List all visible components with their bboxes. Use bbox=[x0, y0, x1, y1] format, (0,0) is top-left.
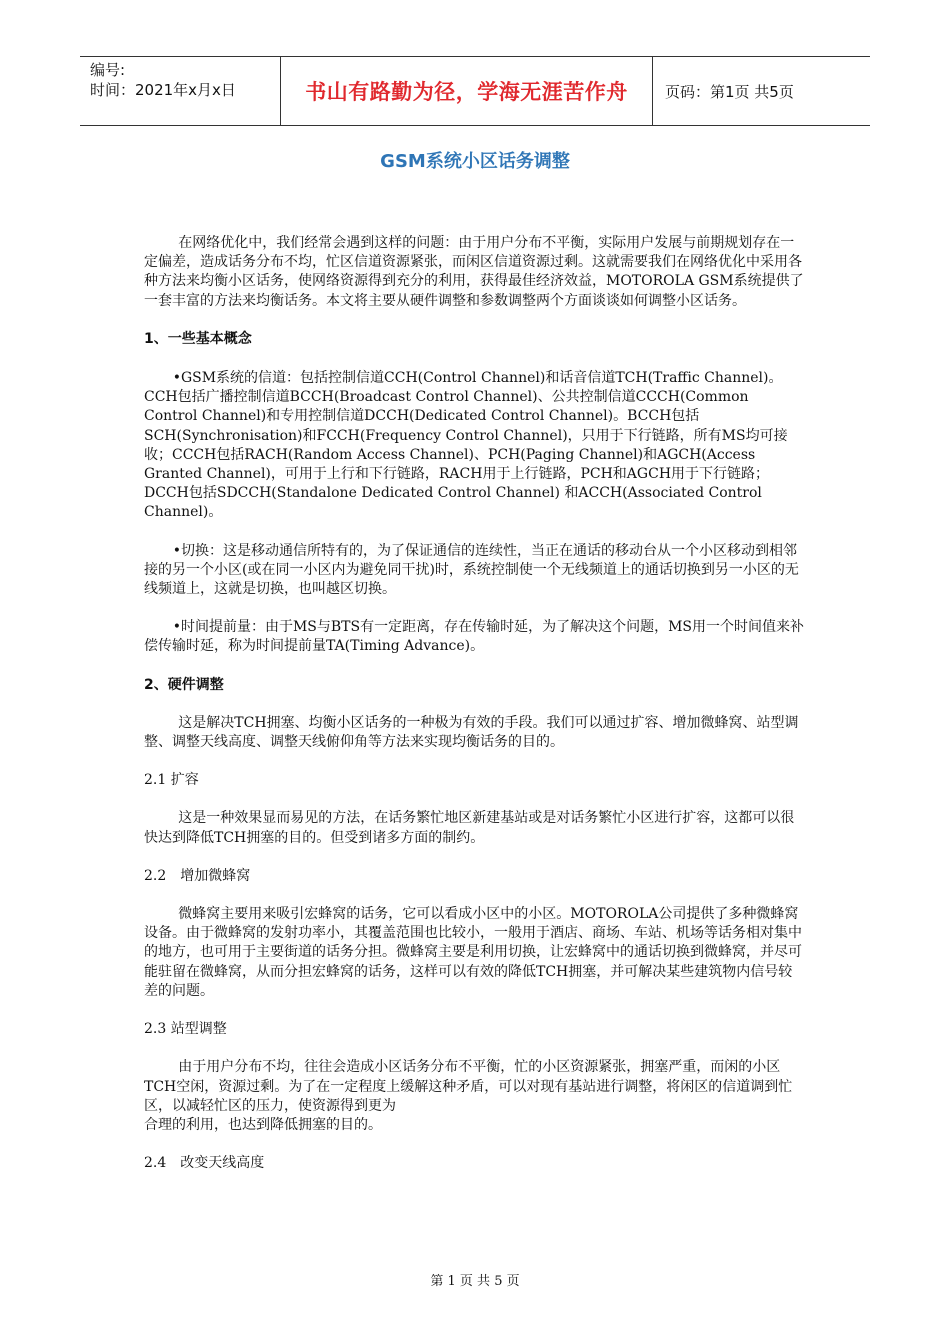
bullet-channels: •GSM系统的信道：包括控制信道CCH(Control Channel)和话音信道TCH(Traffic Channel)。CCH包括广播控制信道BCCH(Broadcast Control Channel)、公共控制信道CCCH(Common Control Channel)和专用控制信道DCCH(Dedicated Control Channel)。BCCH包括SCH(Synchronisation)和FCCH(Frequency Control Channel)，只用于下行链路，所有MS均可接收；CCCH包括RACH(Random Access Channel)、PCH(Paging Channel)和AGCH(Access Granted Channel)，可用于上行和下行链路，RACH用于上行链路，PCH和AGCH用于下行链路；DCCH包括SDCCH(Standalone Dedicated Control Channel) 和ACCH(Associated Control Channel)。 bbox=[144, 370, 788, 521]
document-body bbox=[144, 234, 804, 1173]
section-2-3-heading: 2.3 站型调整 bbox=[144, 1021, 227, 1038]
document-number-label: 编号: bbox=[90, 61, 126, 79]
section-1-heading: 1、一些基本概念 bbox=[144, 330, 252, 347]
section-2-3-paragraph-continued: 合理的利用，也达到降低拥塞的目的。 bbox=[144, 1116, 382, 1133]
header-page-info: 页码：第1页 共5页 bbox=[665, 82, 794, 101]
section-2-2-heading: 2.2 增加微蜂窝 bbox=[144, 867, 251, 884]
document-title: GSM系统小区话务调整 bbox=[380, 151, 570, 172]
page-footer: 第 1 页 共 5 页 bbox=[430, 1274, 520, 1289]
bullet-timing-advance: •时间提前量：由于MS与BTS有一定距离，存在传输时延，为了解决这个问题，MS用一个时间值来补偿传输时延，称为时间提前量TA(Timing Advance)。 bbox=[144, 619, 805, 655]
header-meta bbox=[80, 57, 281, 125]
section-2-2-paragraph: 微蜂窝主要用来吸引宏蜂窝的话务，它可以看成小区中的小区。MOTOROLA公司提供了多种微蜂窝设备。由于微蜂窝的发射功率小，其覆盖范围也比较小，一般用于酒店、商场、车站、机场等话务相对集中的地方，也可用于主要街道的话务分担。微蜂窝主要是利用切换，让宏蜂窝中的通话切换到微蜂窝，并尽可能驻留在微蜂窝，从而分担宏蜂窝的话务，这样可以有效的降低TCH拥塞，并可解决某些建筑物内信号较差的问题。 bbox=[144, 906, 802, 999]
section-2-4-heading: 2.4 改变天线高度 bbox=[144, 1155, 265, 1172]
page-header bbox=[80, 56, 870, 126]
section-2-heading: 2、硬件调整 bbox=[144, 676, 224, 693]
bullet-handover: •切换：这是移动通信所特有的，为了保证通信的连续性，当正在通话的移动台从一个小区移动到相邻接的另一个小区(或在同一小区内为避免同干扰)时，系统控制使一个无线频道上的通话切换到另一小区的无线频道上，这就是切换，也叫越区切换。 bbox=[144, 542, 799, 598]
document-date-label: 时间：2021年x月x日 bbox=[90, 81, 236, 99]
section-2-paragraph: 这是解决TCH拥塞、均衡小区话务的一种极为有效的手段。我们可以通过扩容、增加微蜂窝、站型调整、调整天线高度、调整天线俯仰角等方法来实现均衡话务的目的。 bbox=[144, 714, 799, 751]
section-2-3-paragraph: 由于用户分布不均，往往会造成小区话务分布不平衡，忙的小区资源紧张，拥塞严重，而闲的小区TCH空闲，资源过剩。为了在一定程度上缓解这种矛盾，可以对现有基站进行调整，将闲区的信道调到忙区，以减轻忙区的压力，使资源得到更为 bbox=[144, 1059, 793, 1114]
header-motto: 书山有路勤为径，学海无涯苦作舟 bbox=[281, 57, 653, 125]
section-2-1-heading: 2.1 扩容 bbox=[144, 772, 199, 789]
section-2-1-paragraph: 这是一种效果显而易见的方法，在话务繁忙地区新建基站或是对话务繁忙小区进行扩容，这都可以很快达到降低TCH拥塞的目的。但受到诸多方面的制约。 bbox=[144, 810, 795, 846]
intro-paragraph: 在网络优化中，我们经常会遇到这样的问题：由于用户分布不平衡，实际用户发展与前期规划存在一定偏差，造成话务分布不均，忙区信道资源紧张，而闲区信道资源过剩。这就需要我们在网络优化中采用各种方法来均衡小区话务，使网络资源得到充分的利用，获得最佳经济效益，MOTOROLA GSM系统提供了一套丰富的方法来均衡话务。本文将主要从硬件调整和参数调整两个方面谈谈如何调整小区话务。 bbox=[144, 235, 804, 309]
